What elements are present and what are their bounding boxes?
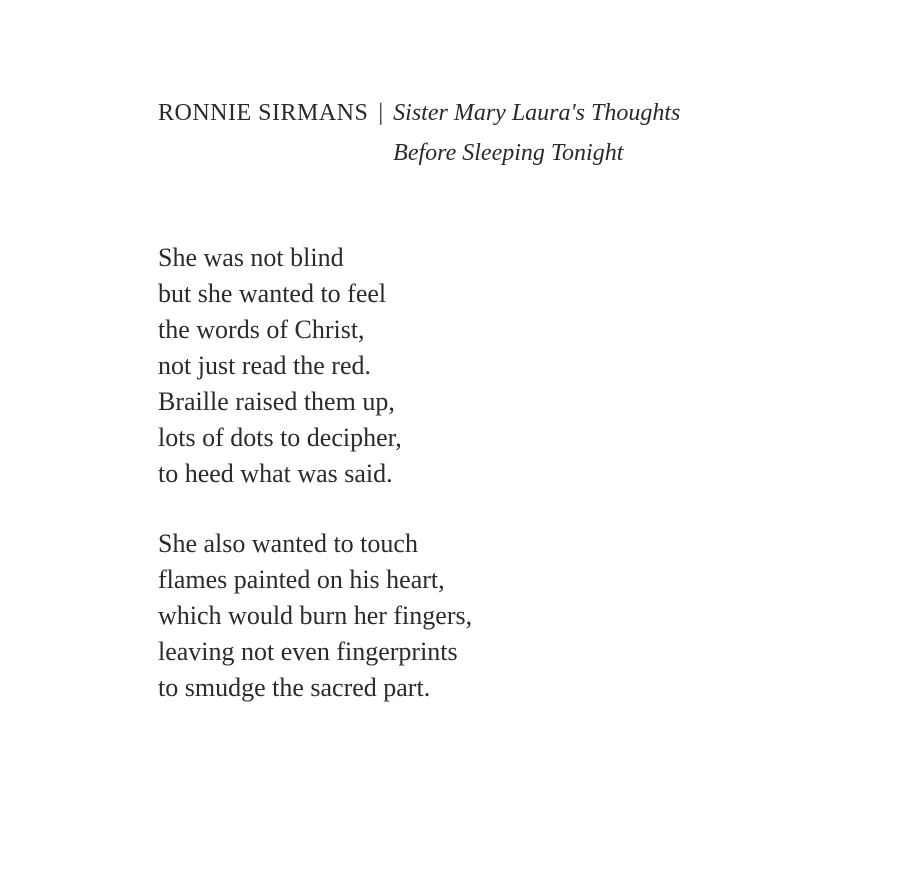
poem-line: She was not blind bbox=[158, 243, 344, 272]
poem-line: lots of dots to decipher, bbox=[158, 423, 402, 452]
poem-line: not just read the red. bbox=[158, 351, 371, 380]
poem-line: which would burn her fingers, bbox=[158, 601, 473, 630]
stanza-2 bbox=[158, 526, 472, 706]
poem-line: but she wanted to feel bbox=[158, 279, 387, 308]
poem-line: Braille raised them up, bbox=[158, 387, 395, 416]
poem-line: She also wanted to touch bbox=[158, 529, 418, 558]
poem-line: the words of Christ, bbox=[158, 315, 365, 344]
author-name: RONNIE SIRMANS bbox=[158, 100, 369, 126]
poem-line: to smudge the sacred part. bbox=[158, 673, 431, 702]
header-separator: | bbox=[378, 100, 384, 126]
poem-line: flames painted on his heart, bbox=[158, 565, 445, 594]
poem-title-line: Before Sleeping Tonight bbox=[393, 140, 624, 166]
poem-title bbox=[393, 93, 680, 173]
poem-title-line: Sister Mary Laura's Thoughts bbox=[393, 100, 681, 126]
poem-line: to heed what was said. bbox=[158, 459, 393, 488]
poem-line: leaving not even fingerprints bbox=[158, 637, 458, 666]
poem-header bbox=[158, 96, 680, 173]
poem-body bbox=[158, 240, 472, 706]
stanza-1 bbox=[158, 240, 472, 492]
